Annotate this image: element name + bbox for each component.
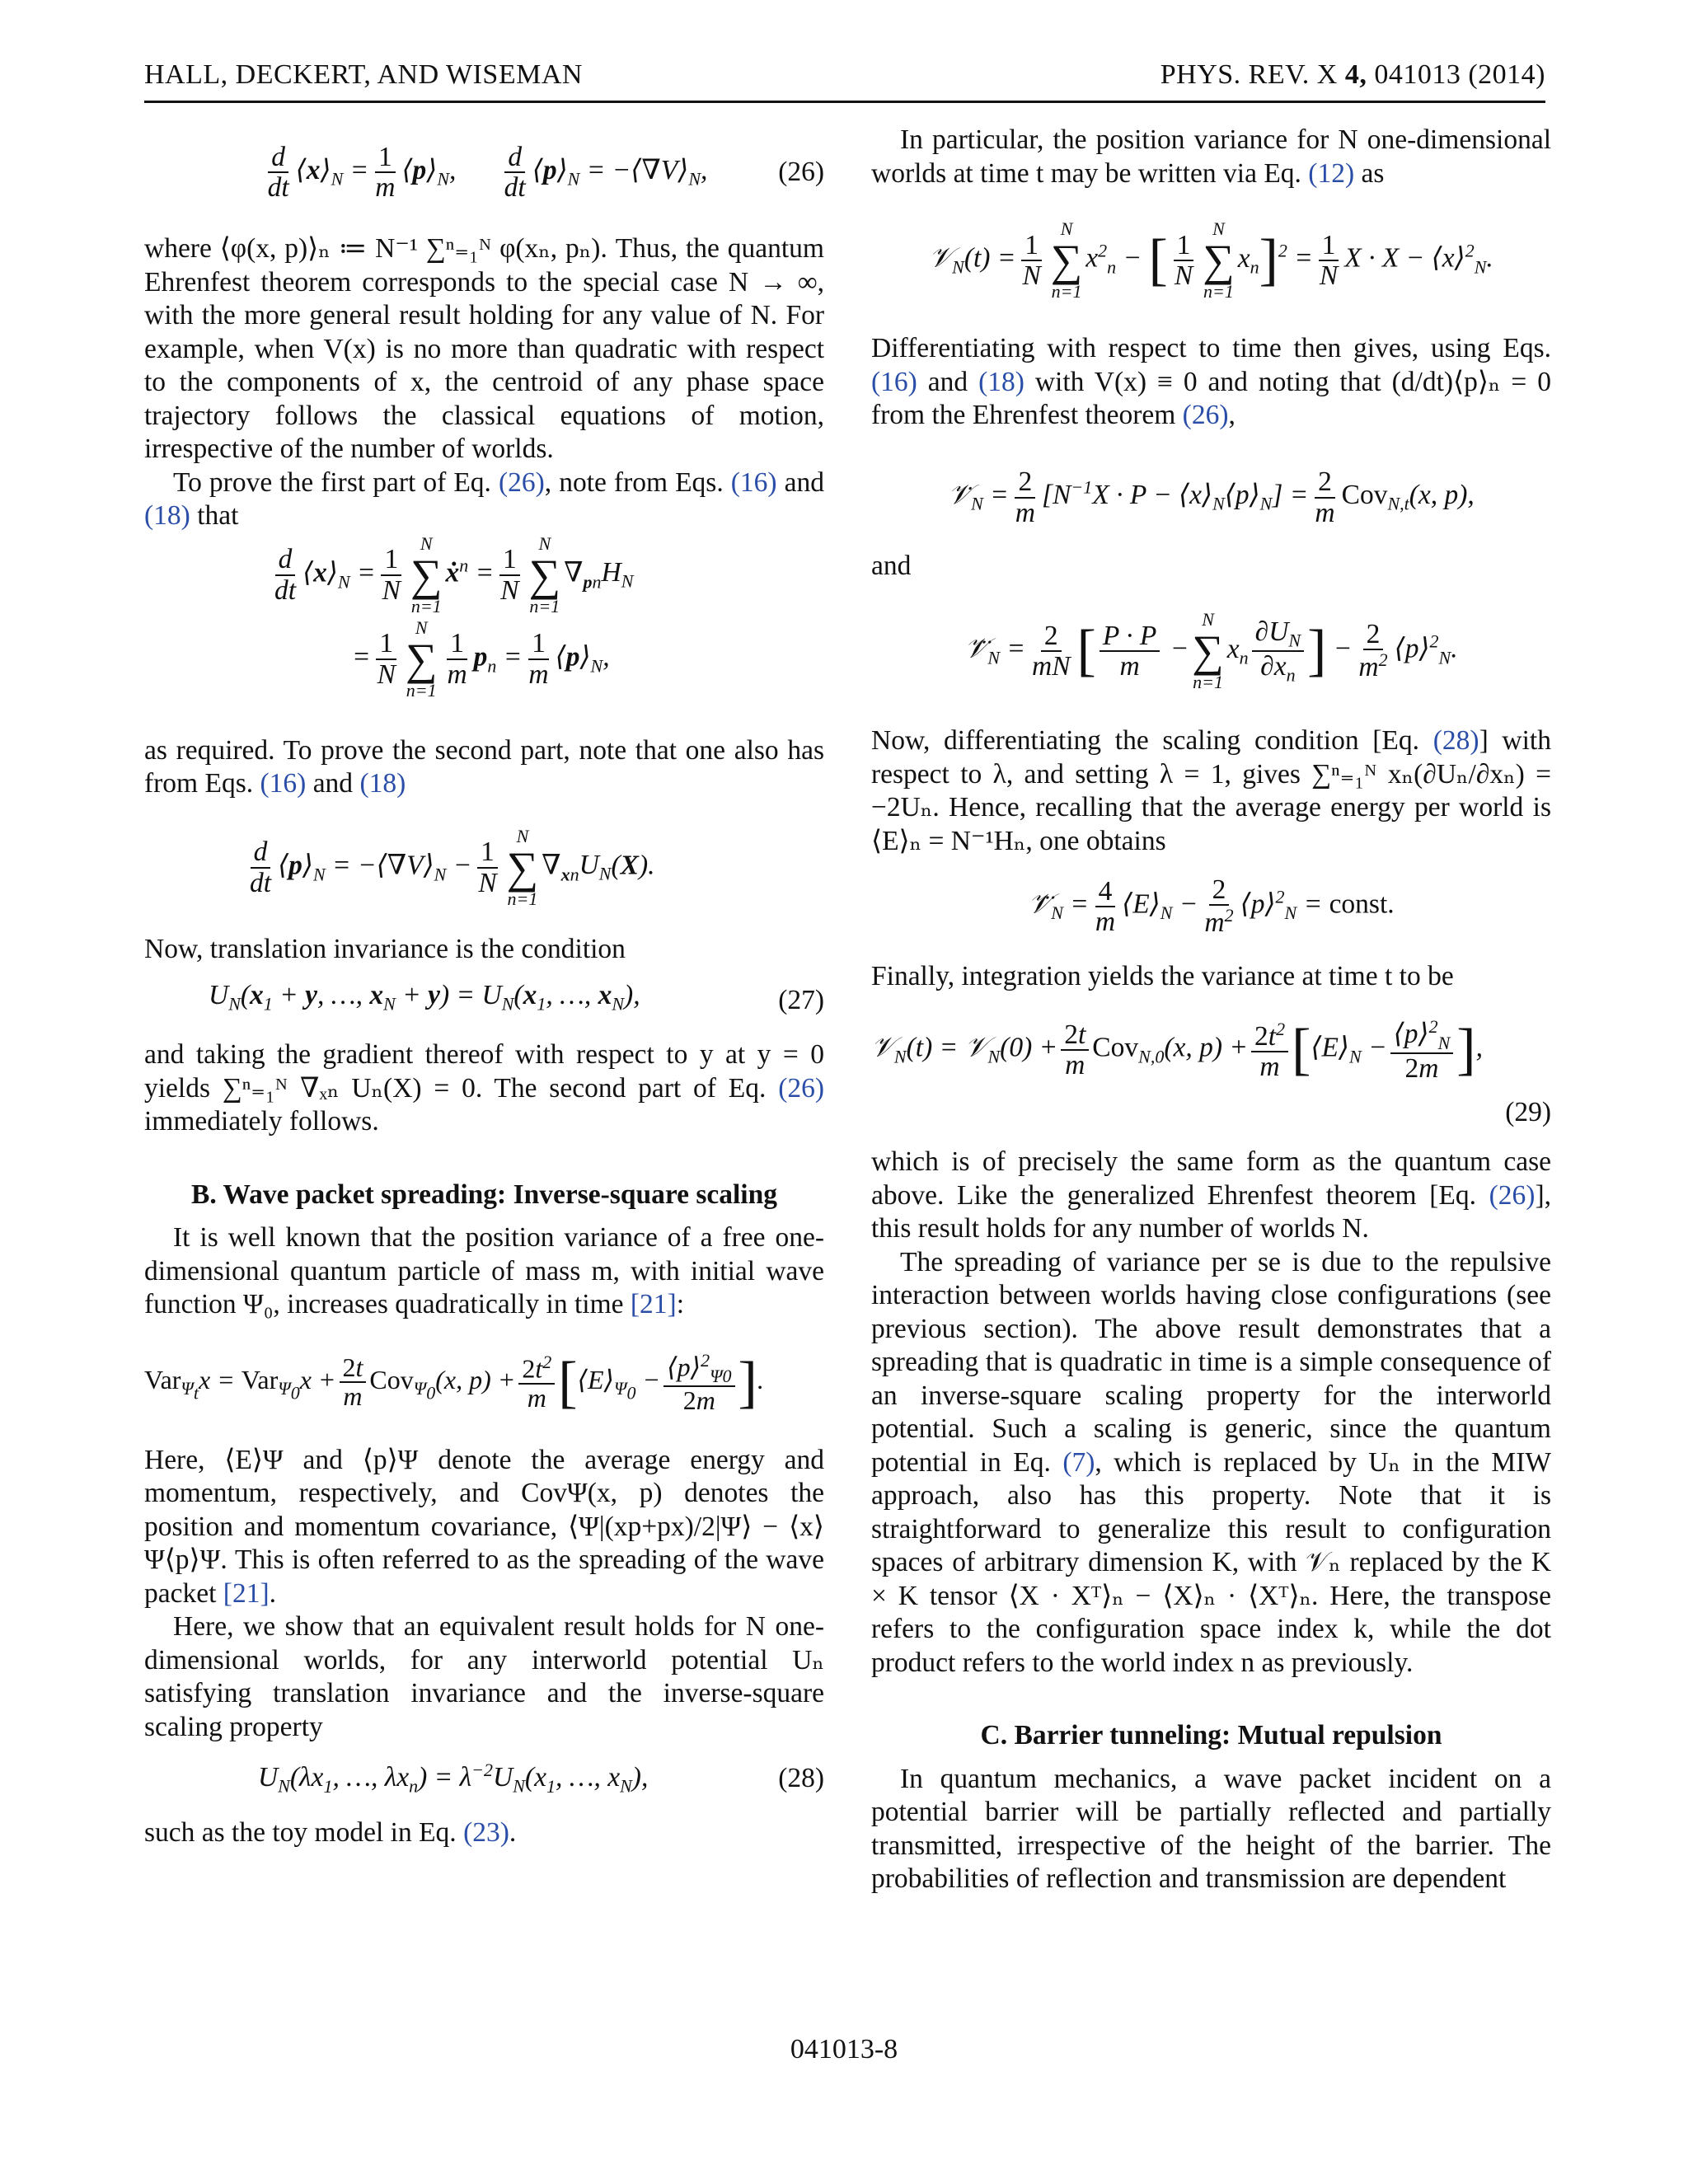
right-column — [871, 124, 1551, 1896]
equation-27: $U_N(x_1 + y$, …, $x_N + y) = U_N(x_1$, …, $x_N$), (27) — [144, 966, 824, 1035]
paragraph: such as the toy model in Eq. (23). — [144, 1817, 517, 1848]
citation-link[interactable]: [21] — [223, 1577, 270, 1609]
paragraph: Finally, integration yields the variance at time t to be — [871, 961, 1454, 991]
citation-link[interactable]: (16) — [871, 366, 917, 397]
page-number: 041013-8 — [790, 2034, 898, 2064]
equation-29: 𝒱$_N$(t) = 𝒱$_N$(0) + $\frac{2t}{m}$ Cov$_{N,0}$(x, p) + $\frac{2t^2}{m}$ [$⟨E⟩_N$ − $\frac{⟨p⟩^2_N}{2m}$ ], — [871, 1016, 1483, 1085]
equation-number: (27) — [778, 984, 824, 1015]
equation-number: (26) — [778, 156, 824, 187]
paragraph: Here, we show that an equivalent result holds for N one-dimensional worlds, for any interworld potential Uₙ satisfying translation invariance and the inverse-square scaling property — [144, 1611, 824, 1742]
paragraph: and — [871, 550, 912, 581]
paragraph: Now, differentiating the scaling condition [Eq. (28)] with respect to λ, and setting λ = 1, gives ∑ⁿ₌₁ᴺ xₙ(∂Uₙ/∂xₙ) = −2Uₙ. Hence, recalling that the average energy per world is ⟨E⟩ₙ = N⁻¹Hₙ, one obtains — [871, 725, 1551, 856]
equation-variance-first-derivative: $𝒱̇_N$ = $\frac{2}{m}$ [$N^{-1}X \cdot P$ − $⟨x⟩_N⟨p⟩_N$] = $\frac{2}{m}$ Cov$_{N,t}$(x, p), — [948, 466, 1475, 528]
equation-dp-dt: $\frac{d}{dt}$ $⟨p⟩_N$ = $-⟨\nabla V⟩_N$ − $\frac{1}{N}$ N ∑ n=1 $\nabla_{xn}U_N(X)$. — [250, 825, 655, 909]
equation-dx-dt-line1: $\frac{d}{dt}$ $⟨x⟩_N$ = $\frac{1}{N}$ N ∑ n=1 ẋ$^n$ = $\frac{1}{N}$ N ∑ n=1 $\nabla_{pn}H_N$ — [274, 532, 634, 616]
section-heading: C. Barrier tunneling: Mutual repulsion — [980, 1720, 1442, 1750]
citation-link[interactable]: (18) — [144, 500, 190, 531]
header-journal-ref: PHYS. REV. X 4, 041013 (2014) — [1160, 59, 1545, 90]
citation-link[interactable]: (18) — [359, 768, 406, 799]
left-column — [144, 124, 824, 1850]
header-authors: HALL, DECKERT, AND WISEMAN — [144, 59, 583, 90]
equation-28: $U_N(\lambda x_1$, …, $\lambda x_n) = \lambda^{-2}U_N(x_1$, …, $x_N$), (28) — [258, 1759, 824, 1797]
citation-link[interactable]: (16) — [260, 768, 307, 799]
citation-link[interactable]: (18) — [978, 366, 1025, 397]
paragraph: where ⟨φ(x, p)⟩ₙ ≔ N⁻¹ ∑ⁿ₌₁ᴺ φ(xₙ, pₙ). Thus, the quantum Ehrenfest theorem corresponds to the special case N → ∞, with the more general result holding for any value of N. For example, when V(x) is no more than quadratic with respect to the components of x, the centroid of any phase space trajectory follows the classical equations of motion, irrespective of the number of worlds. — [144, 233, 824, 464]
citation-link[interactable]: (16) — [730, 466, 777, 498]
paragraph: In particular, the position variance for N one-dimensional worlds at time t may be written via Eq. (12) as — [871, 124, 1551, 189]
paragraph: It is well known that the position variance of a free one-dimensional quantum particle of mass m, with initial wave function Ψ₀, increases quadratically in time [21]: — [144, 1222, 824, 1319]
equation-number: (29) — [1505, 1096, 1551, 1127]
citation-link[interactable]: (7) — [1062, 1446, 1095, 1478]
paragraph: and taking the gradient thereof with respect to y at y = 0 yields ∑ⁿ₌₁ᴺ ∇ₓₙ Uₙ(X) = 0. The second part of Eq. (26) immediately follows. — [144, 1039, 824, 1137]
header-rule — [144, 101, 1545, 103]
citation-link[interactable]: (28) — [1432, 725, 1479, 756]
paragraph: Now, translation invariance is the condition — [144, 933, 626, 964]
equation-quantum-variance: Var$_{\Psi_t}$x = Var$_{\Psi_0}$x + $\frac{2t}{m}$ Cov$_{\Psi_0}$(x, p) + $\frac{2t^2}{m}$ [$⟨E⟩_{\Psi_0}$ − $\frac{⟨p⟩^2_{\Psi 0}}{2m}$ ]. — [144, 1349, 764, 1415]
citation-link[interactable]: (26) — [1489, 1179, 1536, 1211]
equation-dx-dt-line2: = $\frac{1}{N}$ N ∑ n=1 $\frac{1}{m}$ $p_n$ = $\frac{1}{m}$ $⟨p⟩_N$, — [352, 616, 610, 701]
paragraph: The spreading of variance per se is due to the repulsive interaction between worlds having close configurations (see previous section). The above result demonstrates that a spreading that is quadratic in time is a simple consequence of an inverse-square scaling property for the interworld potential. Such a scaling is generic, since the quantum potential in Eq. (7), which is replaced by Uₙ in the MIW approach, also has this property. Note that it is straightforward to generalize this result to configuration spaces of arbitrary dimension K, with 𝒱ₙ replaced by the K × K tensor ⟨X · Xᵀ⟩ₙ − ⟨X⟩ₙ · ⟨Xᵀ⟩ₙ. Here, the transpose refers to the configuration space index k, while the dot product refers to the world index n as previously. — [871, 1246, 1551, 1678]
citation-link[interactable]: (12) — [1308, 157, 1355, 189]
paragraph: Differentiating with respect to time then gives, using Eqs. (16) and (18) with V(x) ≡ 0 and noting that (d/dt)⟨p⟩ₙ = 0 from the Ehrenfest theorem (26), — [871, 333, 1551, 430]
paragraph: as required. To prove the second part, note that one also has from Eqs. (16) and (18) — [144, 734, 824, 799]
citation-link[interactable]: (26) — [778, 1072, 824, 1104]
paragraph: Here, ⟨E⟩Ψ and ⟨p⟩Ψ denote the average energy and momentum, respectively, and CovΨ(x, p) denotes the position and momentum covariance, ⟨Ψ|(xp+px)/2|Ψ⟩ − ⟨x⟩Ψ⟨p⟩Ψ. This is often referred to as the spreading of the wave packet [21]. — [144, 1444, 824, 1609]
equation-number: (28) — [778, 1762, 824, 1793]
running-header — [144, 59, 1545, 99]
equation-variance-second-derivative: $𝒱̈_N$ = $\frac{2}{mN}$ [ $\frac{P \cdot P}{m}$ − N ∑ n=1 $x_n$ $\frac{\partial U_N}{\partial x_n}$ ] − $\frac{2}{m^2}$ ⟨p⟩$^2_N$. — [964, 609, 1458, 692]
equation-variance-definition: 𝒱$_N$(t) = $\frac{1}{N}$ N ∑ n=1 $x^2_n$ − [ $\frac{1}{N}$ N ∑ n=1 $x_n]^2$ = $\frac{1}{N}$ X · X − ⟨x⟩$^2_N$. — [929, 218, 1493, 302]
equation-variance-constant: $𝒱̈_N$ = $\frac{4}{m}$ $⟨E⟩_N$ − $\frac{2}{m^2}$ ⟨p⟩$^2_N$ = const. — [1028, 874, 1395, 939]
paragraph: To prove the first part of Eq. (26), note from Eqs. (16) and (18) that — [144, 466, 824, 531]
citation-link[interactable]: [21] — [630, 1289, 677, 1319]
equation-26: $\frac{d}{dt}$ $⟨x⟩_N$ = $\frac{1}{m}$ $⟨p⟩_N$, $\frac{d}{dt}$ $⟨p⟩_N$ = $-⟨\nabla V⟩_N$, (26) — [267, 141, 824, 203]
citation-link[interactable]: (23) — [463, 1817, 509, 1848]
paragraph: which is of precisely the same form as the quantum case above. Like the generalized Ehrenfest theorem [Eq. (26)], this result holds for any number of worlds N. — [871, 1146, 1551, 1244]
paragraph: In quantum mechanics, a wave packet incident on a potential barrier will be partially reflected and partially transmitted, irrespective of the height of the barrier. The probabilities of reflection and transmission are dependent — [871, 1763, 1551, 1894]
citation-link[interactable]: (26) — [1182, 400, 1229, 430]
section-heading: B. Wave packet spreading: Inverse-square scaling — [191, 1179, 777, 1210]
citation-link[interactable]: (26) — [498, 466, 545, 498]
